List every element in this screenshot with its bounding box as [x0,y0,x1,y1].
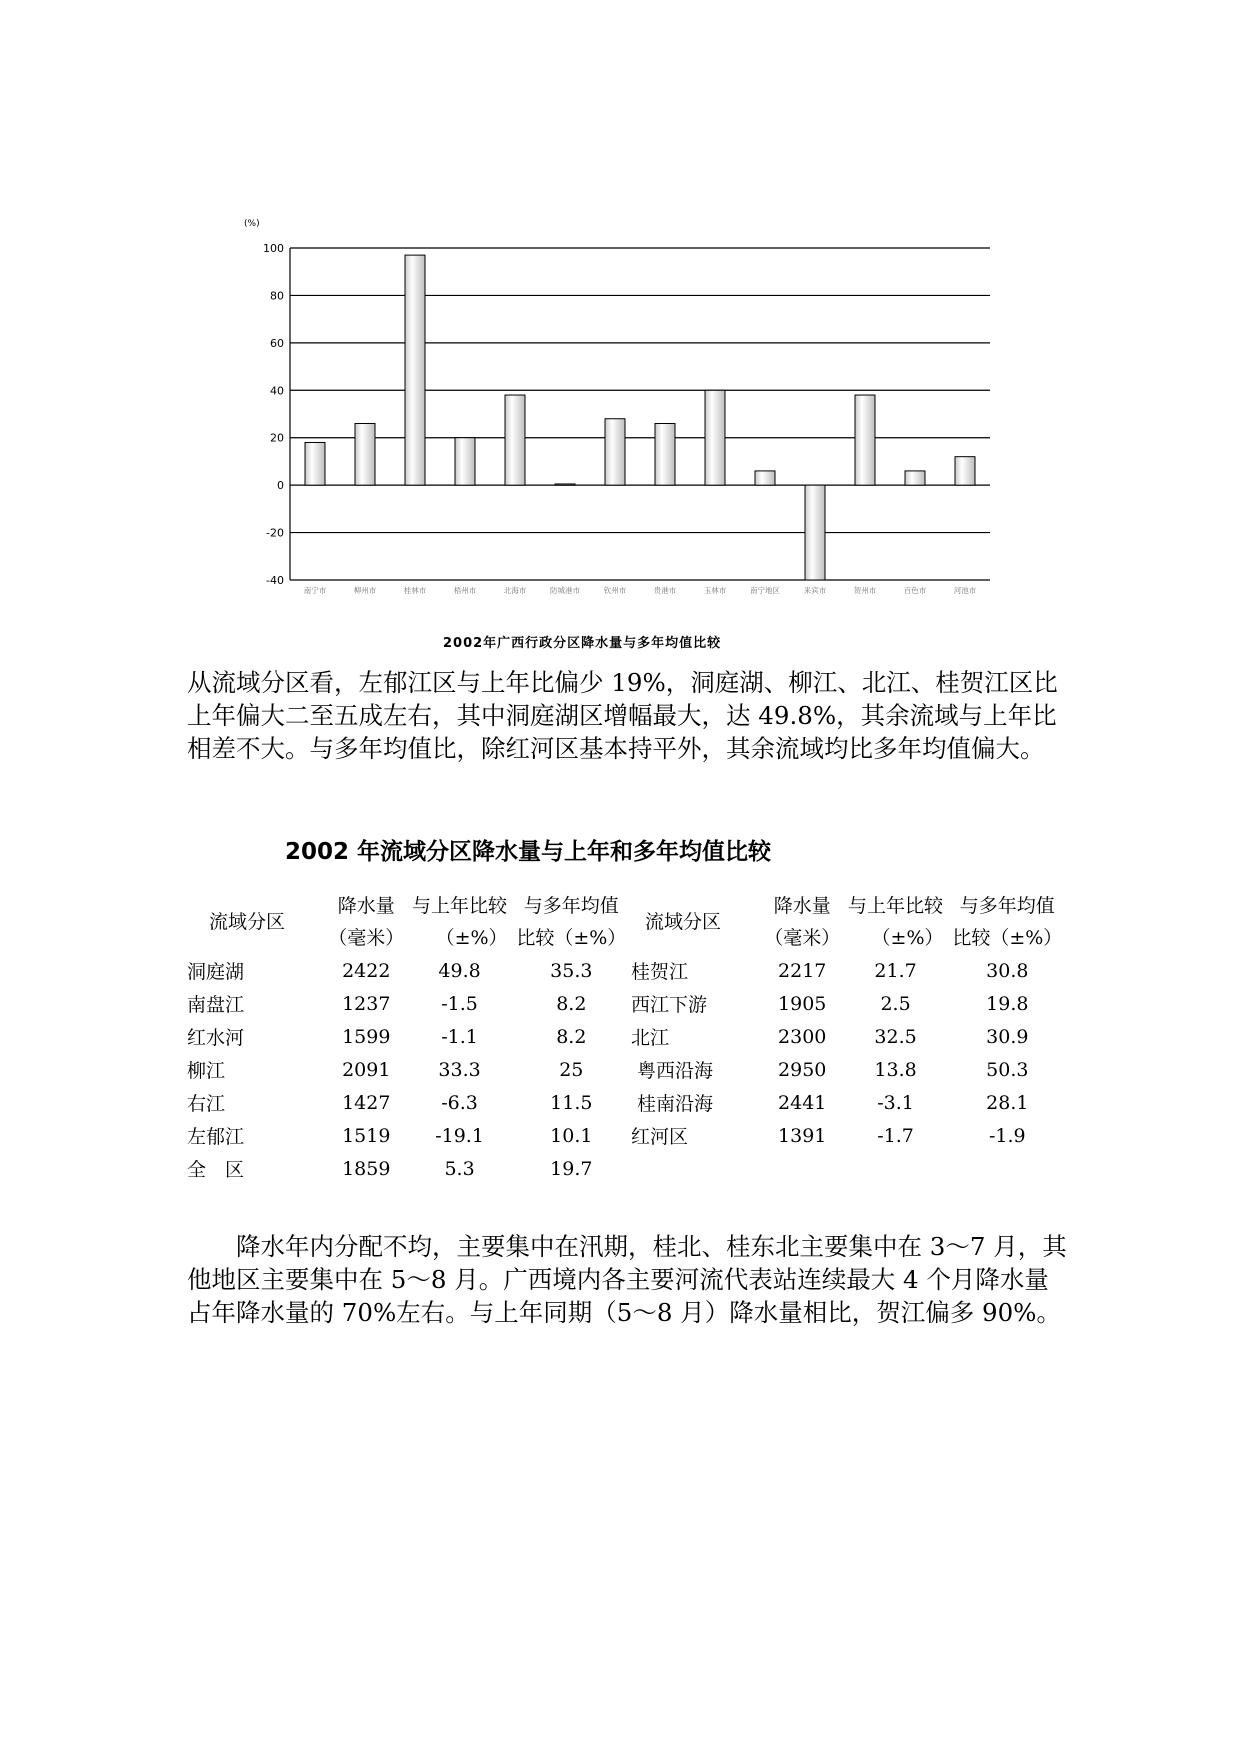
cell-avg: 35.3 [550,959,593,982]
chart-title: 2002年广西行政分区降水量与多年均值比较 [443,636,722,651]
y-tick-label: 40 [270,384,284,398]
cell-prev-2: 32.5 [874,1025,917,1048]
cell-avg: 11.5 [550,1091,593,1114]
cell-rain-2: 2217 [778,959,827,982]
cell-region-2: 粤西沿海 [636,1060,713,1082]
cell-rain: 2422 [342,959,391,982]
x-category-label: 梧州市 [453,586,477,595]
cell-rain: 1599 [342,1025,391,1048]
cell-avg: 19.7 [550,1157,593,1180]
cell-rain: 1519 [342,1124,391,1147]
header-avg-2: 与多年均值 比较（±%） [952,895,1063,949]
cell-prev-2: 13.8 [874,1058,917,1081]
bar [905,471,925,485]
table-row [187,1053,1067,1086]
chart-grid [290,248,990,580]
bar [605,419,625,485]
x-category-label: 贵港市 [653,586,677,595]
header-prev-2: 与上年比较 （±%） [848,895,944,949]
bar [855,395,875,485]
cell-rain: 1427 [342,1091,391,1114]
cell-region: 柳江 [187,1060,226,1082]
bar [405,255,425,485]
cell-region-2: 红河区 [630,1126,688,1148]
header-rain-2: 降水量 （毫米） [764,895,841,949]
x-category-label: 河池市 [953,586,977,595]
bar [805,485,825,580]
cell-rain: 2091 [342,1058,391,1081]
header-avg: 与多年均值 比较（±%） [516,895,627,949]
y-tick-label: 60 [270,336,284,350]
cell-prev: -6.3 [441,1091,478,1114]
cell-prev: -1.5 [441,992,478,1015]
table-row [187,1020,1067,1053]
cell-avg: 8.2 [556,992,587,1015]
y-tick-label: 100 [263,242,284,255]
header-prev: 与上年比较 （±%） [412,895,508,949]
y-tick-label: 0 [277,479,284,493]
cell-region-2: 西江下游 [630,994,707,1016]
cell-avg-2: 30.9 [986,1025,1029,1048]
cell-rain-2: 2441 [778,1091,827,1114]
cell-prev-2: -1.7 [877,1124,914,1147]
header-region-2: 流域分区 [644,911,721,933]
cell-region-2: 北江 [630,1027,669,1049]
cell-prev: 49.8 [438,959,481,982]
header-region: 流域分区 [209,911,286,933]
table-header-row [187,890,1067,954]
cell-prev: 33.3 [438,1058,481,1081]
cell-rain-2 [761,1152,843,1185]
x-category-label: 柳州市 [353,586,377,595]
cell-rain-2: 1391 [778,1124,827,1147]
bar [355,423,375,485]
table-row [187,1119,1067,1152]
cell-prev-2: 21.7 [874,959,917,982]
table-row [187,987,1067,1020]
cell-prev: -19.1 [435,1124,484,1147]
x-category-label: 贺州市 [853,586,877,595]
cell-rain: 1237 [342,992,391,1015]
cell-region: 红水河 [187,1027,245,1049]
cell-avg-2: 19.8 [986,992,1029,1015]
cell-region: 洞庭湖 [187,961,245,983]
body-paragraph-1: 从流域分区看，左郁江区与上年比偏少 19%，洞庭湖、柳江、北江、桂贺江区比上年偏大二至五成左右，其中洞庭湖区增幅最大，达 49.8%，其余流域与上年比相差不大。与多年均值比，除红河区基本持平外，其余流域均比多年均值偏大。 [187,668,1058,763]
bar [705,390,725,485]
bar [955,457,975,485]
cell-avg: 10.1 [550,1124,593,1147]
precipitation-table [187,890,1067,1185]
cell-avg-2: -1.9 [988,1124,1026,1147]
cell-rain-2: 1905 [778,992,827,1015]
x-category-label: 玉林市 [703,586,727,595]
cell-prev: -1.1 [441,1025,478,1048]
cell-region-2 [631,1152,761,1185]
x-category-label: 北海市 [503,586,527,595]
header-rain: 降水量 （毫米） [328,895,405,949]
cell-region-2: 桂南沿海 [636,1093,713,1115]
cell-avg-2: 30.8 [986,959,1029,982]
precipitation-bar-chart [244,219,1010,650]
bar [555,484,575,485]
chart-ylabel: (%) [244,219,260,229]
x-category-label: 防城港市 [550,586,580,595]
x-category-label: 钦州市 [603,586,627,595]
cell-prev-2 [843,1152,947,1185]
bar [755,471,775,485]
cell-prev: 5.3 [444,1157,475,1180]
table-title: 2002 年流域分区降水量与上年和多年均值比较 [285,839,772,865]
y-tick-label: -40 [266,574,284,587]
cell-rain-2: 2300 [778,1025,827,1048]
table-row [187,954,1067,987]
x-category-label: 南宁地区 [750,586,780,595]
cell-avg-2 [948,1152,1067,1185]
cell-avg: 25 [559,1058,584,1081]
cell-avg-2: 50.3 [986,1058,1029,1081]
cell-rain: 1859 [342,1157,391,1180]
cell-prev-2: 2.5 [880,992,911,1015]
cell-region: 左郁江 [187,1126,245,1148]
table-row-total [187,1152,1067,1185]
y-tick-label: 20 [270,431,284,445]
x-category-label: 桂林市 [403,586,427,595]
cell-region: 右江 [187,1093,226,1115]
body-paragraph-2: 降水年内分配不均，主要集中在汛期，桂北、桂东北主要集中在 3～7 月，其他地区主要集中在 5～8 月。广西境内各主要河流代表站连续最大 4 个月降水量占年降水量的 70%左右。与上年同期（5～8 月）降水量相比，贺江偏多 90%。 [187,1232,1067,1327]
cell-prev-2: -3.1 [877,1091,914,1114]
bar [455,438,475,485]
x-category-label: 南宁市 [303,586,327,595]
cell-region-2: 桂贺江 [630,961,688,983]
bar [305,442,325,485]
y-tick-label: 80 [270,289,284,303]
cell-region: 全 区 [187,1159,245,1181]
table-row [187,1086,1067,1119]
x-category-label: 来宾市 [803,586,827,595]
cell-avg: 8.2 [556,1025,587,1048]
cell-avg-2: 28.1 [986,1091,1029,1114]
bar [655,423,675,485]
chart-bars [305,255,975,580]
x-category-label: 百色市 [903,586,927,595]
cell-rain-2: 2950 [778,1058,827,1081]
cell-region: 南盘江 [187,994,245,1016]
y-tick-label: -20 [266,526,284,540]
bar [505,395,525,485]
